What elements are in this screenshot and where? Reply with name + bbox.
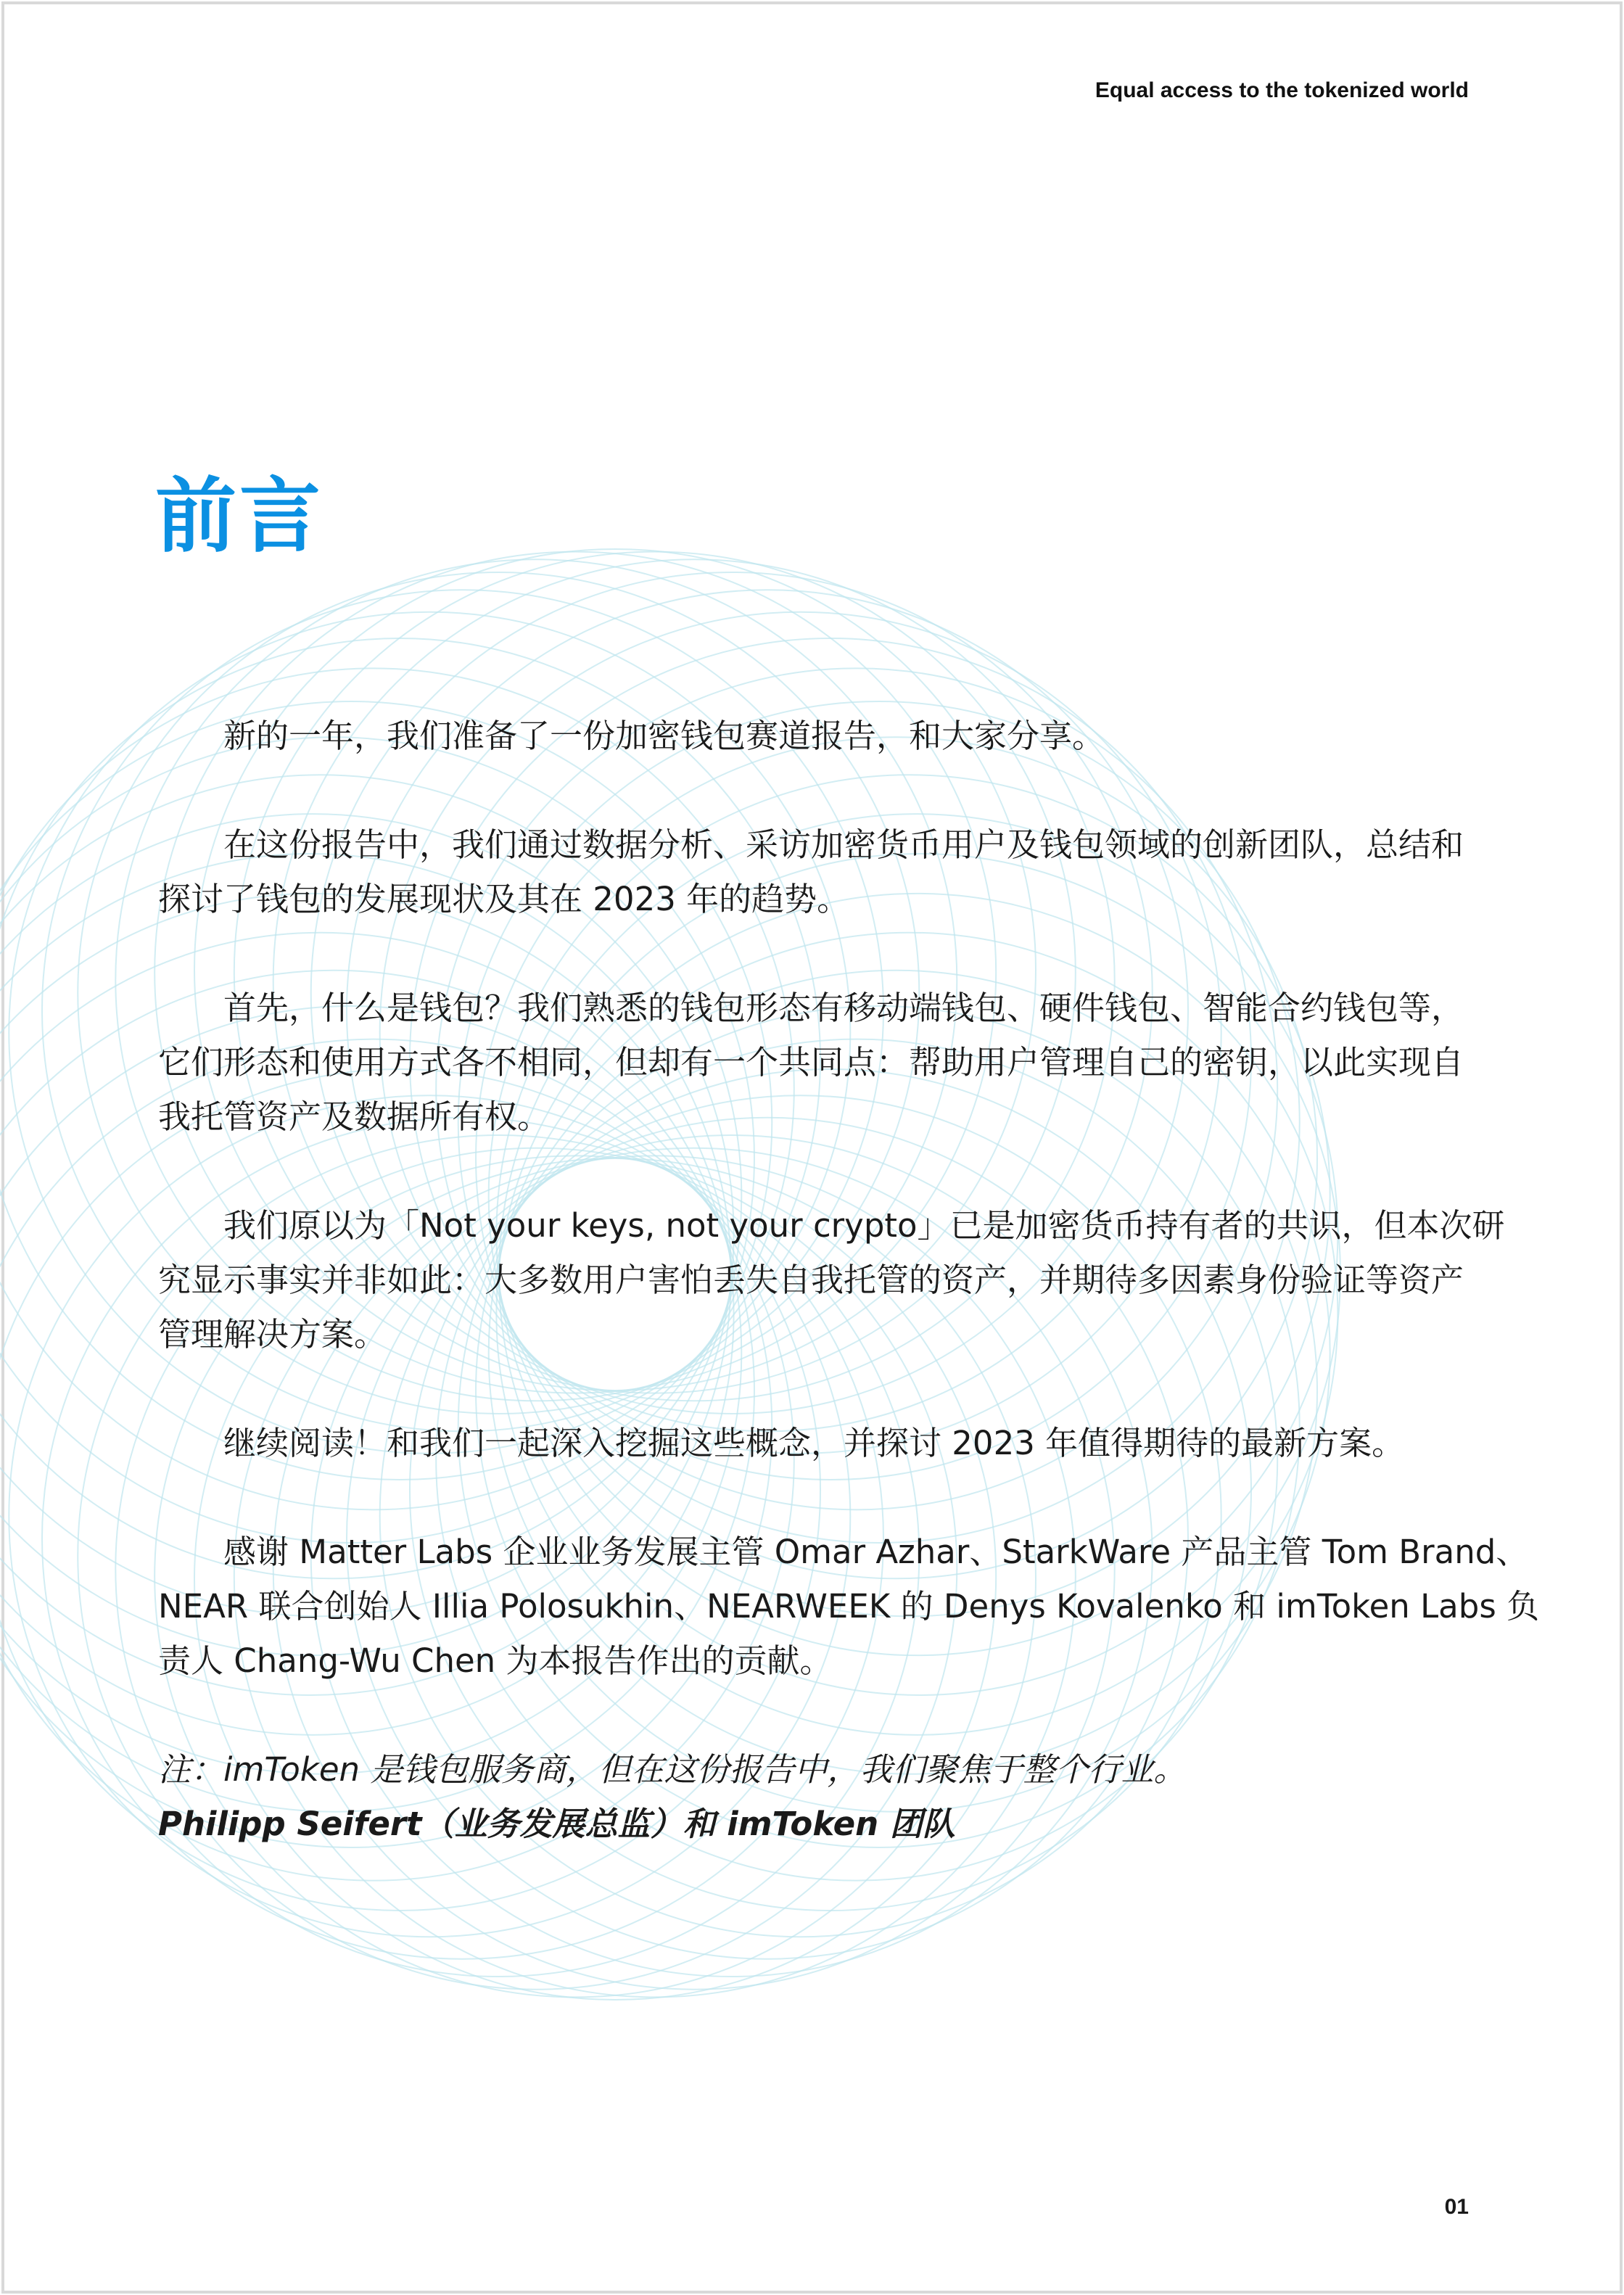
paragraph-line: 它们形态和使用方式各不相同，但却有一个共同点：帮助用户管理自己的密钥，以此实现自	[158, 1043, 1464, 1081]
paragraph-line: 责人 Chang-Wu Chen 为本报告作出的贡献。	[158, 1641, 833, 1680]
header-tagline: Equal access to the tokenized world	[1095, 78, 1469, 102]
paragraph-gap	[158, 926, 1471, 981]
paragraph-line: 感谢 Matter Labs 企业业务发展主管 Omar Azhar、StarkWare 产品主管 Tom Brand、	[223, 1533, 1529, 1571]
paragraph-line: 管理解决方案。	[158, 1315, 387, 1353]
page-title: 前言	[155, 469, 323, 564]
page-number: 01	[1444, 2195, 1469, 2219]
paragraph-line: 继续阅读！和我们一起深入挖掘这些概念，并探讨 2023 年值得期待的最新方案。	[223, 1424, 1405, 1462]
paragraph-line: 新的一年，我们准备了一份加密钱包赛道报告，和大家分享。	[223, 717, 1105, 755]
signature: Philipp Seifert（业务发展总监）和 imToken 团队	[158, 1805, 955, 1843]
paragraph-line: 我托管资产及数据所有权。	[158, 1097, 551, 1136]
paragraph-gap	[158, 1144, 1471, 1198]
paragraph-line: 探讨了钱包的发展现状及其在 2023 年的趋势。	[158, 880, 850, 918]
paragraph-line: 在这份报告中，我们通过数据分析、采访加密货币用户及钱包领域的创新团队，总结和	[223, 825, 1464, 864]
paragraph-gap	[158, 1688, 1471, 1742]
paragraph-line: 首先，什么是钱包？我们熟悉的钱包形态有移动端钱包、硬件钱包、智能合约钱包等，	[223, 989, 1464, 1027]
paragraph-line: 究显示事实并非如此：大多数用户害怕丢失自我托管的资产，并期待多因素身份验证等资产	[158, 1261, 1464, 1299]
paragraph-gap	[158, 1470, 1471, 1525]
paragraph-gap	[158, 1361, 1471, 1416]
note: 注：imToken 是钱包服务商，但在这份报告中，我们聚焦于整个行业。	[158, 1750, 1187, 1789]
body-text	[158, 709, 1540, 1851]
paragraph-line: 我们原以为「Not your keys, not your crypto」已是加密货币持有者的共识，但本次研	[223, 1206, 1505, 1245]
paragraph-line: NEAR 联合创始人 Illia Polosukhin、NEARWEEK 的 Denys Kovalenko 和 imToken Labs 负	[158, 1587, 1540, 1626]
paragraph-gap	[158, 763, 1471, 817]
